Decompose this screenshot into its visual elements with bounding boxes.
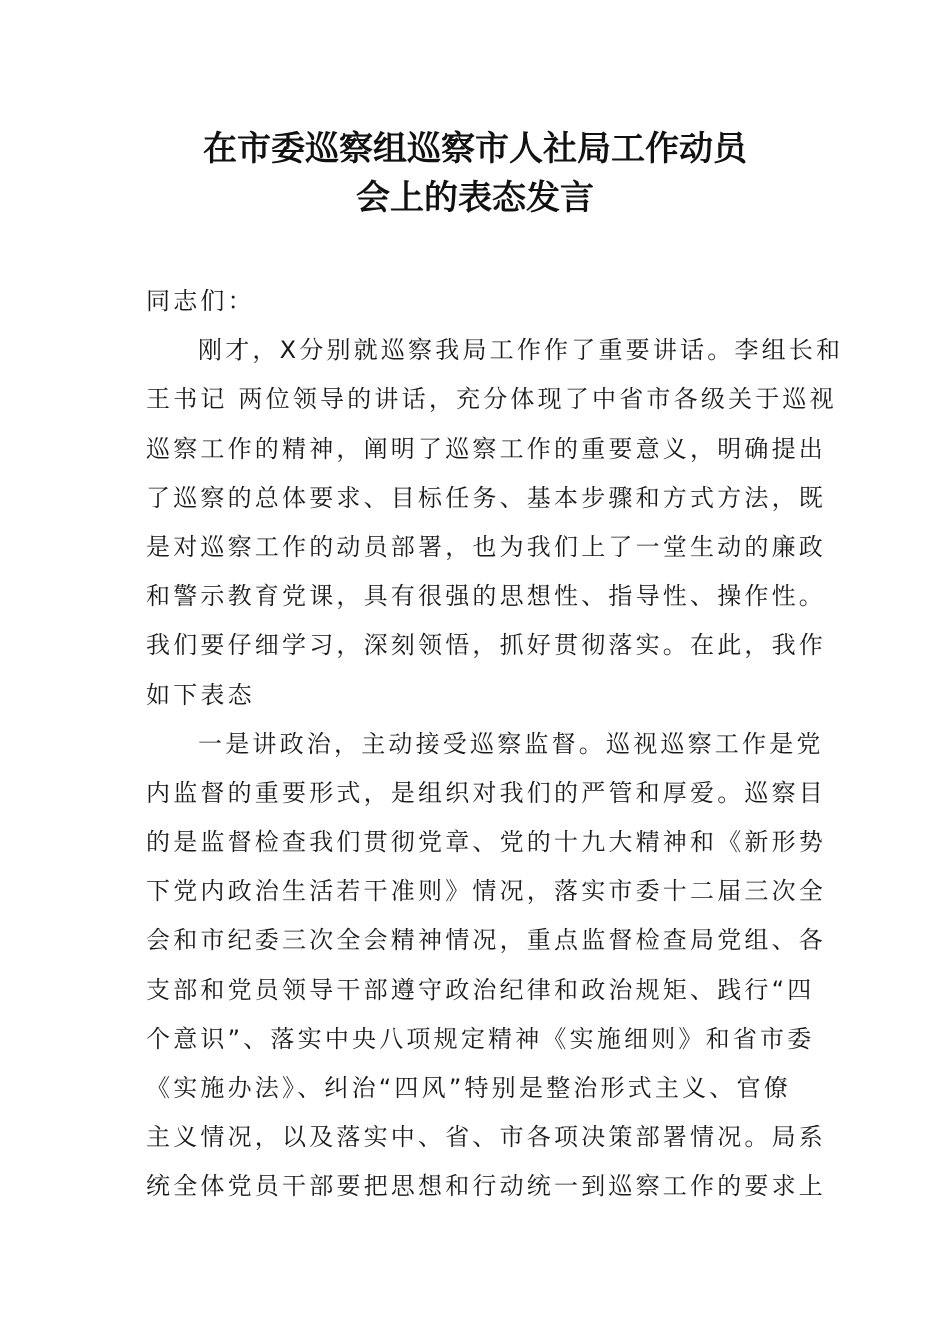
paragraph-line: 刚才，X分别就巡察我局工作作了重要讲话。李组长和 — [198, 336, 844, 365]
paragraph-line: 《实施办法》、纠治“四风”特别是整治形式主义、官僚 — [146, 1074, 791, 1102]
paragraph-line: 会和市纪委三次全会精神情况，重点监督检查局党组、各 — [146, 926, 826, 955]
paragraph-line: 了巡察的总体要求、目标任务、基本步骤和方式方法，既 — [146, 483, 826, 512]
paragraph-line: 支部和党员领导干部遵守政治纪律和政治规矩、践行“四 — [146, 975, 815, 1004]
document-title-line-2: 会上的表态发言 — [356, 178, 594, 218]
paragraph-line: 王书记 两位领导的讲话，充分体现了中省市各级关于巡视 — [146, 385, 837, 414]
paragraph-line: 内监督的重要形式，是组织对我们的严管和厚爱。巡察目 — [146, 778, 826, 807]
greeting: 同志们： — [146, 287, 255, 315]
paragraph-line: 我们要仔细学习，深刻领悟，抓好贯彻落实。在此，我作 — [146, 631, 826, 660]
paragraph-line: 一是讲政治，主动接受巡察监督。巡视巡察工作是党 — [198, 729, 824, 758]
paragraph-line: 个意识”、落实中央八项规定精神《实施细则》和省市委 — [146, 1024, 815, 1053]
paragraph-line: 如下表态 — [146, 680, 255, 709]
paragraph-line: 巡察工作的精神，阐明了巡察工作的重要意义，明确提出 — [146, 434, 826, 463]
paragraph-line: 下党内政治生活若干准则》情况，落实市委十二届三次全 — [146, 877, 826, 906]
paragraph-1 — [146, 326, 844, 720]
paragraph-line: 是对巡察工作的动员部署，也为我们上了一堂生动的廉政 — [146, 532, 826, 561]
paragraph-line: 和警示教育党课，具有很强的思想性、指导性、操作性。 — [146, 582, 826, 611]
document-body — [146, 277, 844, 1212]
paragraph-line: 的是监督检查我们贯彻党章、党的十九大精神和《新形势 — [146, 828, 826, 857]
document-title-line-1: 在市委巡察组巡察市人社局工作动员 — [203, 129, 747, 169]
paragraph-2 — [146, 720, 826, 1212]
paragraph-line: 统全体党员干部要把思想和行动统一到巡察工作的要求上 — [146, 1172, 826, 1201]
paragraph-line: 主义情况，以及落实中、省、市各项决策部署情况。局系 — [146, 1123, 826, 1152]
